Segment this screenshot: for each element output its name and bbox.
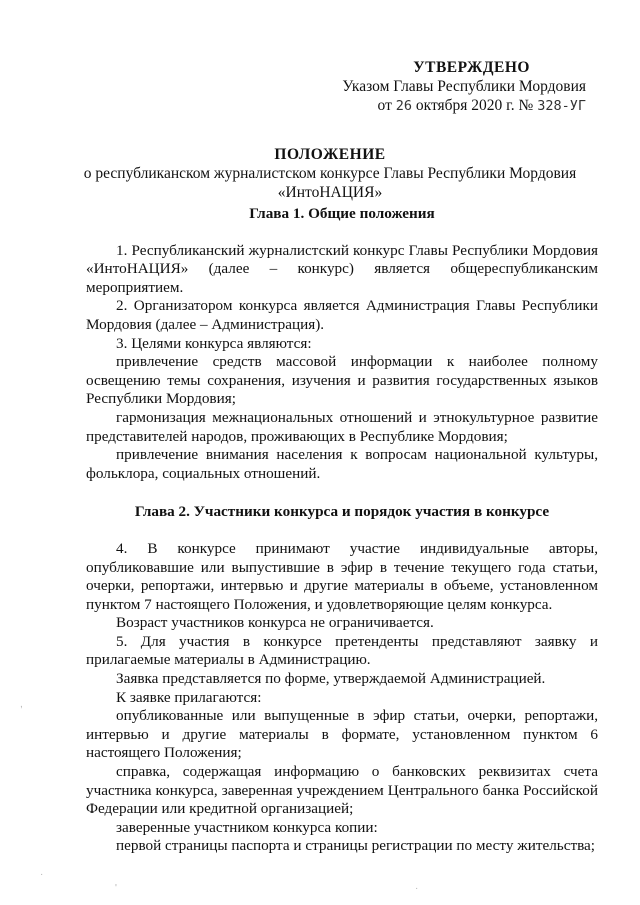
decree-number: 328-УГ xyxy=(537,98,586,114)
scan-mark: , xyxy=(20,699,23,710)
paragraph: привлечение средств массовой информации к наиболее полному освещению темы сохранения, изучения и развития государственных языков Республики Мордовия; xyxy=(86,353,598,408)
paragraph: Заявка представляется по форме, утверждаемой Администрацией. xyxy=(116,670,546,688)
document-subtitle-line1: о республиканском журналистском конкурсе Главы Республики Мордовия xyxy=(83,165,577,182)
date-rest: октября 2020 г. № xyxy=(415,97,534,114)
paragraph: К заявке прилагаются: xyxy=(116,688,262,706)
paragraph: заверенные участником конкурса копии: xyxy=(116,818,378,836)
paragraph: 2. Организатором конкурса является Администрация Главы Республики Мордовия (далее – Администрация). xyxy=(86,297,598,333)
document-subtitle-line2: «ИнтоНАЦИЯ» xyxy=(277,184,383,201)
decree-line: Указом Главы Республики Мордовия xyxy=(342,78,586,95)
paragraph: опубликованные или выпущенные в эфир статьи, очерки, репортажи, интервью и другие материалы в формате, установленном пунктом 6 настоящего Положения; xyxy=(86,707,598,762)
paragraph: 4. В конкурсе принимают участие индивидуальные авторы, опубликовавшие или выпустившие в эфир в течение текущего года статьи, очерки, репортажи, интервью и другие материалы в объеме, установленном пунктом 7 настоящего Положения, и удовлетворяющие целям конкурса. xyxy=(86,539,598,613)
paragraph: Возраст участников конкурса не ограничивается. xyxy=(116,614,434,632)
paragraph: 3. Целями конкурса являются: xyxy=(116,334,312,352)
scan-mark: · xyxy=(40,869,44,880)
document-title: ПОЛОЖЕНИЕ xyxy=(274,146,386,163)
chapter-2-heading: Глава 2. Участники конкурса и порядок участия в конкурсе xyxy=(134,503,550,521)
document-title-block xyxy=(60,145,600,202)
paragraph: гармонизация межнациональных отношений и этнокультурное развитие представителей народов, проживающих в Республике Мордовия; xyxy=(86,408,598,445)
chapter-1-heading: Глава 1. Общие положения xyxy=(249,205,435,222)
paragraph: 5. Для участия в конкурсе претенденты представляют заявку и прилагаемые материалы в Администрацию. xyxy=(86,632,598,669)
paragraph: 1. Республиканский журналистский конкурс Главы Республики Мордовия «ИнтоНАЦИЯ» (далее – конкурс) является общереспубликанским мероприятием. xyxy=(86,241,598,296)
scan-mark: ' xyxy=(115,883,117,894)
scan-mark: · xyxy=(415,883,419,894)
paragraph: первой страницы паспорта и страницы регистрации по месту жительства; xyxy=(116,837,596,855)
date-day: 26 xyxy=(395,98,413,114)
date-prefix: от xyxy=(377,97,392,114)
document-body xyxy=(86,205,598,856)
paragraph: справка, содержащая информацию о банковских реквизитах счета участника конкурса, заверенная учреждением Центрального банка Российской Федерации или кредитной организацией; xyxy=(86,763,598,818)
approved-label: УТВЕРЖДЕНО xyxy=(413,59,530,76)
approval-stamp xyxy=(330,58,600,116)
paragraph: привлечение внимания населения к вопросам национальной культуры, фольклора, социальных отношений. xyxy=(86,446,598,482)
decree-date-line xyxy=(330,96,600,116)
